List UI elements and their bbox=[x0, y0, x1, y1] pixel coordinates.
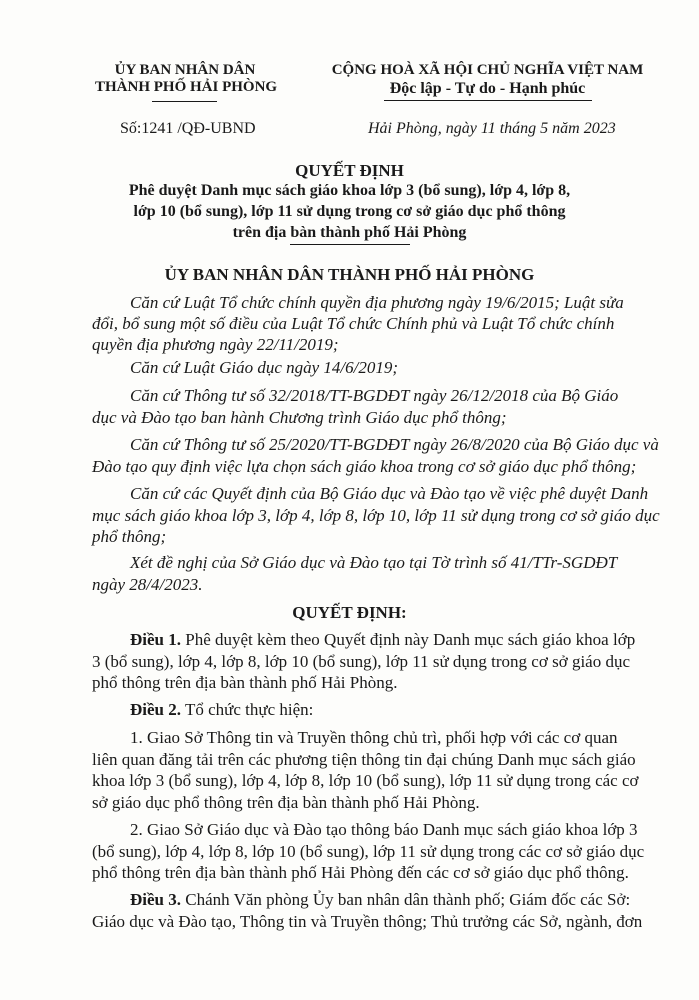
ground-2-line1: Căn cứ Luật Giáo dục ngày 14/6/2019; bbox=[130, 358, 399, 377]
motto-underline bbox=[384, 100, 592, 101]
article-1-line1 bbox=[130, 630, 635, 650]
article-1-text: Phê duyệt kèm theo Quyết định này Danh mục sách giáo khoa lớp bbox=[181, 630, 636, 649]
article-2-label: Điều 2. bbox=[130, 700, 181, 719]
ground-1-line2: đổi, bổ sung một số điều của Luật Tổ chức Chính phủ và Luật Tổ chức chính bbox=[92, 314, 615, 333]
article-2-item2-line3: phổ thông trên địa bàn thành phố Hải Phòng đến các cơ sở giáo dục phổ thông. bbox=[92, 863, 629, 882]
nation-motto: Độc lập - Tự do - Hạnh phúc bbox=[389, 80, 586, 97]
article-2-item2-line1: 2. Giao Sở Giáo dục và Đào tạo thông báo Danh mục sách giáo khoa lớp 3 bbox=[130, 820, 638, 839]
ground-1-line3: quyền địa phương ngày 22/11/2019; bbox=[92, 335, 339, 354]
title-underline bbox=[290, 244, 410, 245]
nation-title: CỘNG HOÀ XÃ HỘI CHỦ NGHĨA VIỆT NAM bbox=[331, 62, 644, 78]
article-2-heading bbox=[130, 700, 313, 720]
subject-line-3: trên địa bàn thành phố Hải Phòng bbox=[232, 224, 467, 241]
org-underline bbox=[152, 101, 217, 102]
article-1-label: Điều 1. bbox=[130, 630, 181, 649]
ground-6-line1: Xét đề nghị của Sở Giáo dục và Đào tạo tại Tờ trình số 41/TTr-SGDĐT bbox=[130, 553, 618, 572]
article-3-text: Chánh Văn phòng Ủy ban nhân dân thành phố; Giám đốc các Sở: bbox=[181, 890, 631, 909]
article-2-text: Tổ chức thực hiện: bbox=[181, 700, 314, 719]
ground-5-line2: mục sách giáo khoa lớp 3, lớp 4, lớp 8, lớp 10, lớp 11 sử dụng trong cơ sở giáo dục bbox=[92, 506, 660, 525]
article-3-label: Điều 3. bbox=[130, 890, 181, 909]
article-2-item1-line1: 1. Giao Sở Thông tin và Truyền thông chủ trì, phối hợp với các cơ quan bbox=[130, 728, 618, 747]
document-number: Số:1241 /QĐ-UBND bbox=[120, 120, 256, 137]
issuing-org-line2: THÀNH PHỐ HẢI PHÒNG bbox=[95, 79, 278, 95]
ground-3-line2: dục và Đào tạo ban hành Chương trình Giáo dục phổ thông; bbox=[92, 408, 507, 427]
subject-line-2: lớp 10 (bổ sung), lớp 11 sử dụng trong cơ sở giáo dục phổ thông bbox=[133, 203, 566, 220]
article-2-item1-line2: liên quan đăng tải trên các phương tiện thông tin đại chúng Danh mục sách giáo bbox=[92, 750, 636, 769]
article-3-line2: Giáo dục và Đào tạo, Thông tin và Truyền thông; Thủ trưởng các Sở, ngành, đơn bbox=[92, 912, 643, 931]
article-2-item2-line2: (bổ sung), lớp 4, lớp 8, lớp 10 (bổ sung), lớp 11 sử dụng trong các cơ sở giáo dục bbox=[92, 842, 645, 861]
document-type-heading: QUYẾT ĐỊNH bbox=[295, 161, 404, 180]
ground-4-line1: Căn cứ Thông tư số 25/2020/TT-BGDĐT ngày 26/8/2020 của Bộ Giáo dục và bbox=[130, 435, 659, 454]
ground-4-line2: Đào tạo quy định việc lựa chọn sách giáo khoa trong cơ sở giáo dục phổ thông; bbox=[92, 457, 637, 476]
article-1-line3: phổ thông trên địa bàn thành phố Hải Phòng. bbox=[92, 673, 398, 692]
issuing-org-line1: ỦY BAN NHÂN DÂN bbox=[114, 62, 256, 78]
issuing-authority: ỦY BAN NHÂN DÂN THÀNH PHỐ HẢI PHÒNG bbox=[164, 265, 535, 284]
article-2-item1-line4: sở giáo dục phổ thông trên địa bàn thành phố Hải Phòng. bbox=[92, 793, 480, 812]
ground-6-line2: ngày 28/4/2023. bbox=[92, 575, 203, 594]
ground-5-line1: Căn cứ các Quyết định của Bộ Giáo dục và Đào tạo về việc phê duyệt Danh bbox=[130, 484, 649, 503]
decision-heading: QUYẾT ĐỊNH: bbox=[292, 603, 407, 622]
article-3-line1 bbox=[130, 890, 630, 910]
ground-3-line1: Căn cứ Thông tư số 32/2018/TT-BGDĐT ngày 26/12/2018 của Bộ Giáo bbox=[130, 386, 619, 405]
article-2-item1-line3: khoa lớp 3 (bổ sung), lớp 4, lớp 8, lớp 10 (bổ sung), lớp 11 sử dụng trong các cơ bbox=[92, 771, 639, 790]
article-1-line2: 3 (bổ sung), lớp 4, lớp 8, lớp 10 (bổ sung), lớp 11 sử dụng trong cơ sở giáo dục bbox=[92, 652, 631, 671]
place-and-date: Hải Phòng, ngày 11 tháng 5 năm 2023 bbox=[368, 120, 616, 137]
ground-5-line3: phổ thông; bbox=[92, 527, 167, 546]
subject-line-1: Phê duyệt Danh mục sách giáo khoa lớp 3 (bổ sung), lớp 4, lớp 8, bbox=[128, 182, 571, 199]
ground-1-line1: Căn cứ Luật Tổ chức chính quyền địa phương ngày 19/6/2015; Luật sửa bbox=[130, 293, 624, 312]
